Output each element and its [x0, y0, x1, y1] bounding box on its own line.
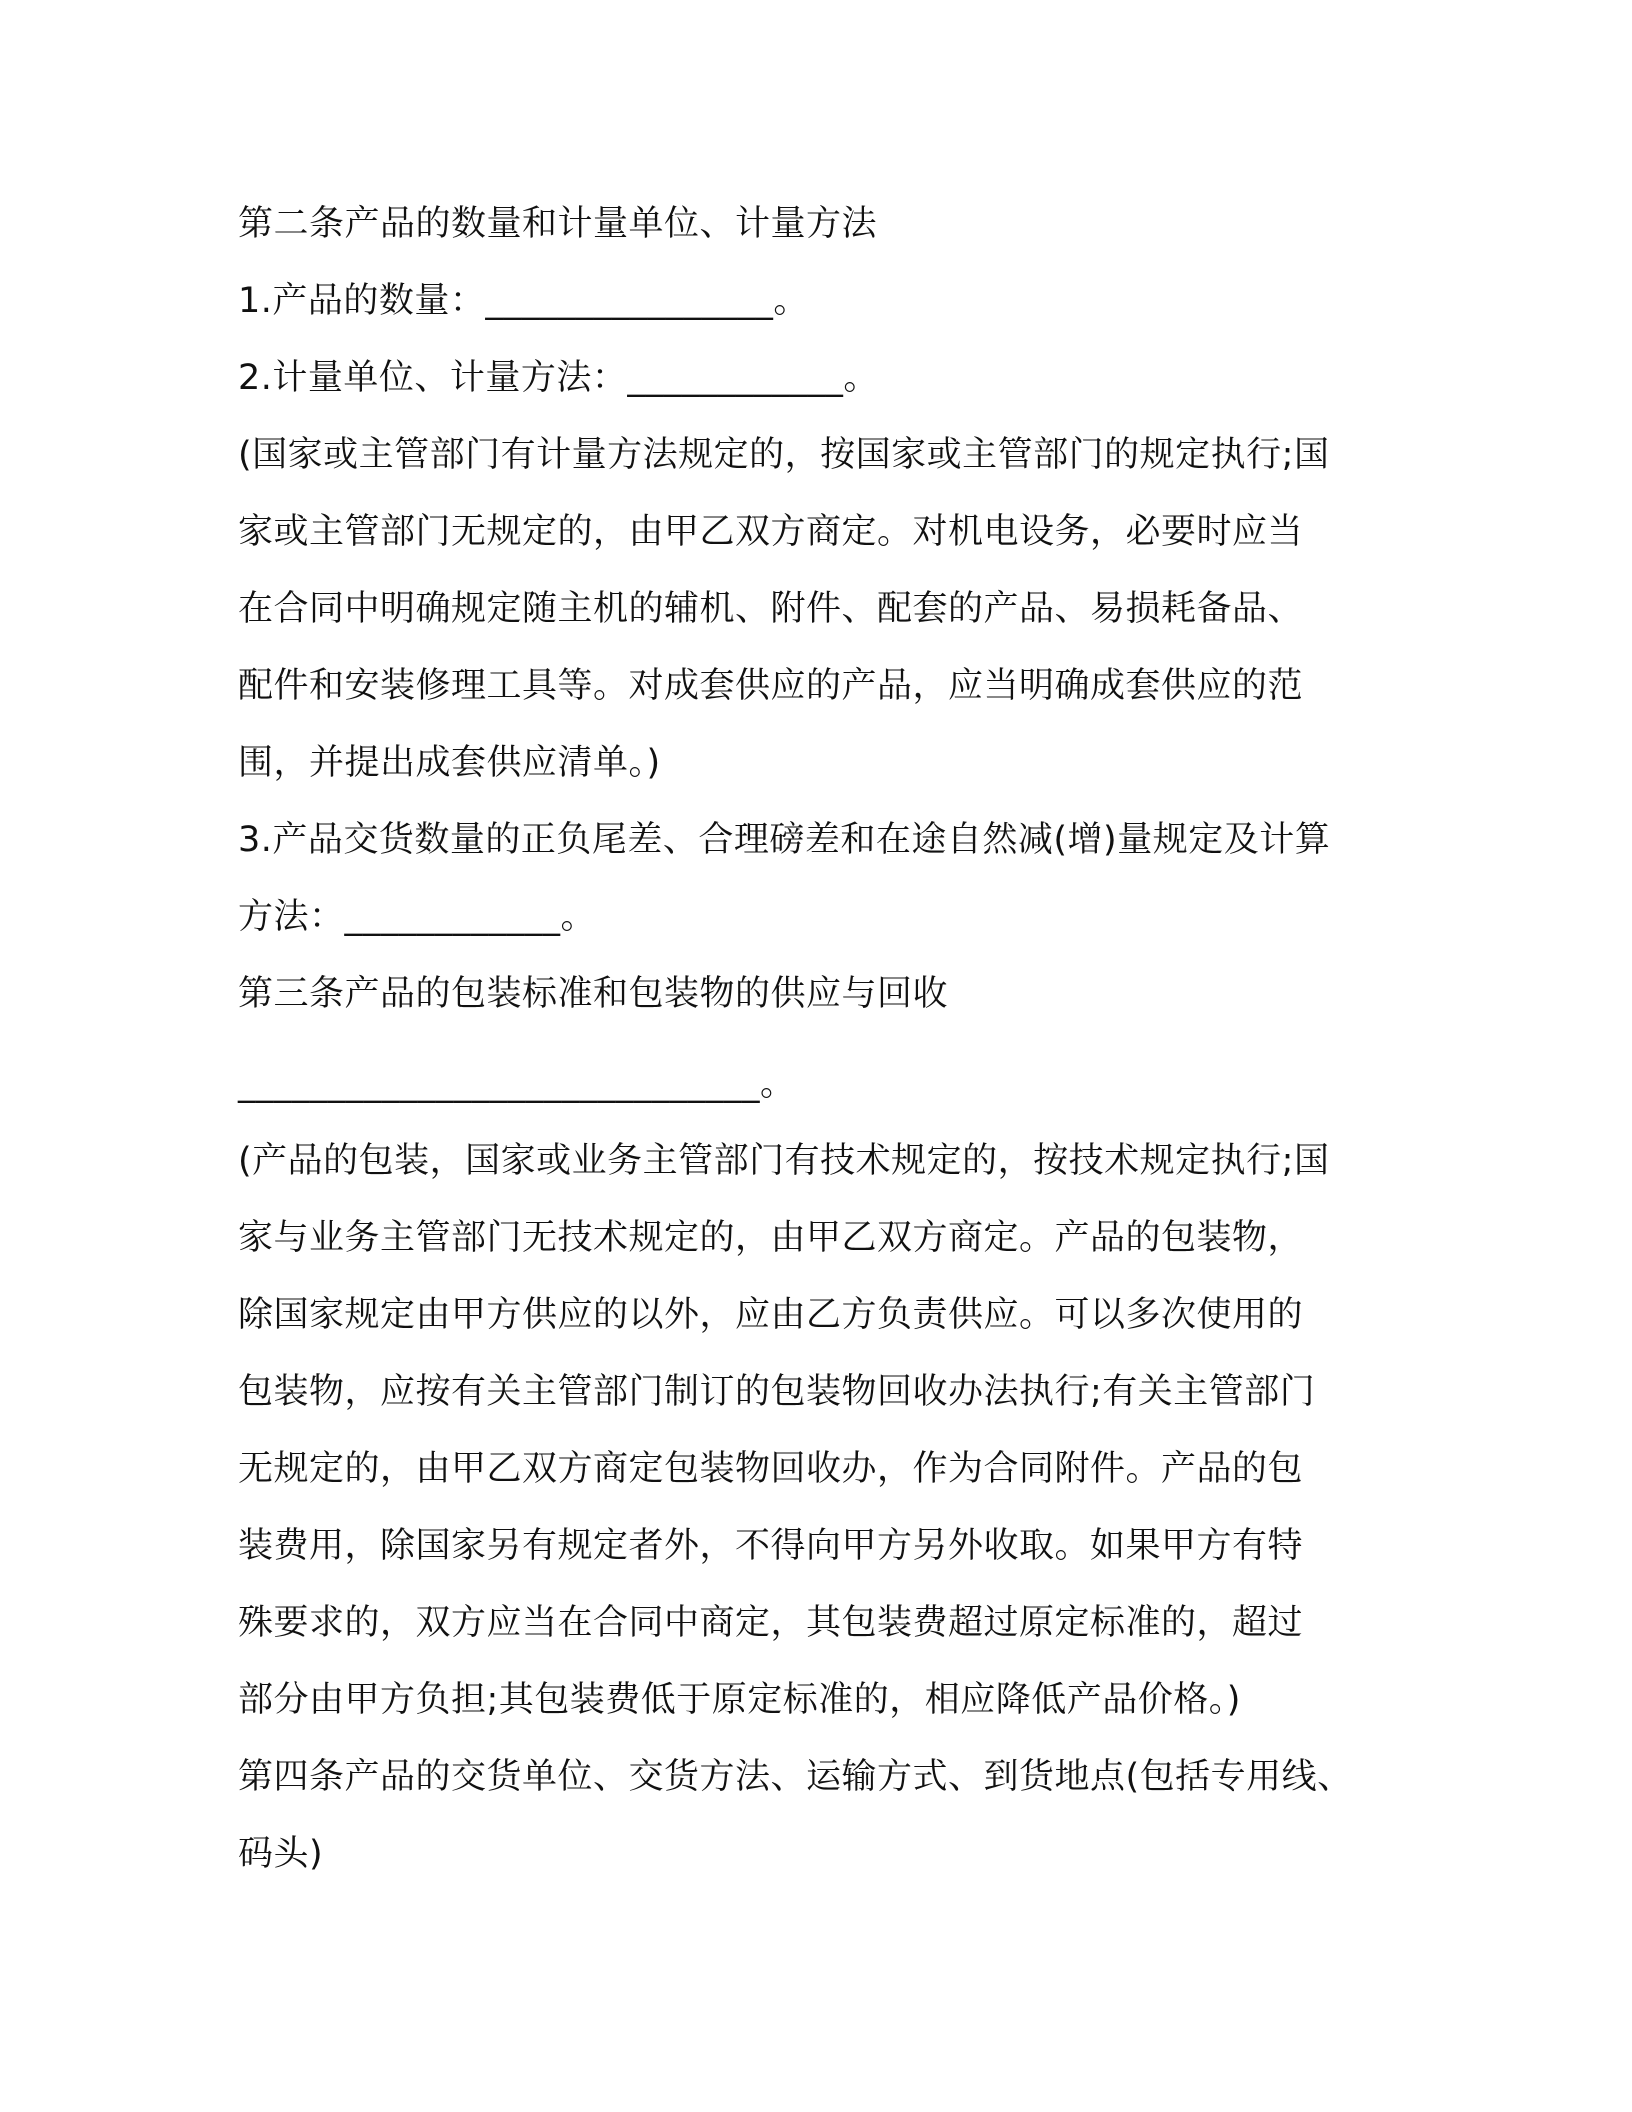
tolerance-method-line: 方法：____________。 — [238, 897, 597, 937]
packaging-blank-line: _____________________________。 — [238, 1064, 796, 1104]
packaging-note-line: 装费用，除国家另有规定者外，不得向甲方另外收取。如果甲方有特 — [238, 1526, 1304, 1566]
packaging-note-line: 部分由甲方负担;其包装费低于原定标准的，相应降低产品价格。) — [238, 1680, 1241, 1720]
packaging-note-line: (产品的包装，国家或业务主管部门有技术规定的，按技术规定执行;国 — [238, 1141, 1330, 1181]
article-4-heading-cont: 码头) — [238, 1834, 324, 1874]
note-line: 在合同中明确规定随主机的辅机、附件、配套的产品、易损耗备品、 — [238, 589, 1304, 629]
packaging-note-line: 家与业务主管部门无技术规定的，由甲乙双方商定。产品的包装物， — [238, 1218, 1304, 1258]
spacer — [238, 1033, 1398, 1046]
packaging-note-line: 无规定的，由甲乙双方商定包装物回收办，作为合同附件。产品的包 — [238, 1449, 1304, 1489]
packaging-note-line: 除国家规定由甲方供应的以外，应由乙方负责供应。可以多次使用的 — [238, 1295, 1304, 1335]
note-line: (国家或主管部门有计量方法规定的，按国家或主管部门的规定执行;国 — [238, 435, 1330, 475]
packaging-note-line: 殊要求的，双方应当在合同中商定，其包装费超过原定标准的，超过 — [238, 1603, 1304, 1643]
packaging-note-line: 包装物，应按有关主管部门制订的包装物回收办法执行;有关主管部门 — [238, 1372, 1316, 1412]
note-line: 配件和安装修理工具等。对成套供应的产品，应当明确成套供应的范 — [238, 666, 1304, 706]
product-quantity-line: 1.产品的数量：________________。 — [238, 281, 809, 321]
measurement-unit-line: 2.计量单位、计量方法：____________。 — [238, 358, 879, 398]
tolerance-line: 3.产品交货数量的正负尾差、合理磅差和在途自然减(增)量规定及计算 — [238, 820, 1331, 860]
article-2-heading: 第二条产品的数量和计量单位、计量方法 — [238, 204, 878, 244]
document-body — [238, 186, 1398, 1893]
note-line: 家或主管部门无规定的，由甲乙双方商定。对机电设务，必要时应当 — [238, 512, 1304, 552]
article-4-heading: 第四条产品的交货单位、交货方法、运输方式、到货地点(包括专用线、 — [238, 1757, 1353, 1797]
note-line: 围，并提出成套供应清单。) — [238, 743, 661, 783]
article-3-heading: 第三条产品的包装标准和包装物的供应与回收 — [238, 974, 949, 1014]
